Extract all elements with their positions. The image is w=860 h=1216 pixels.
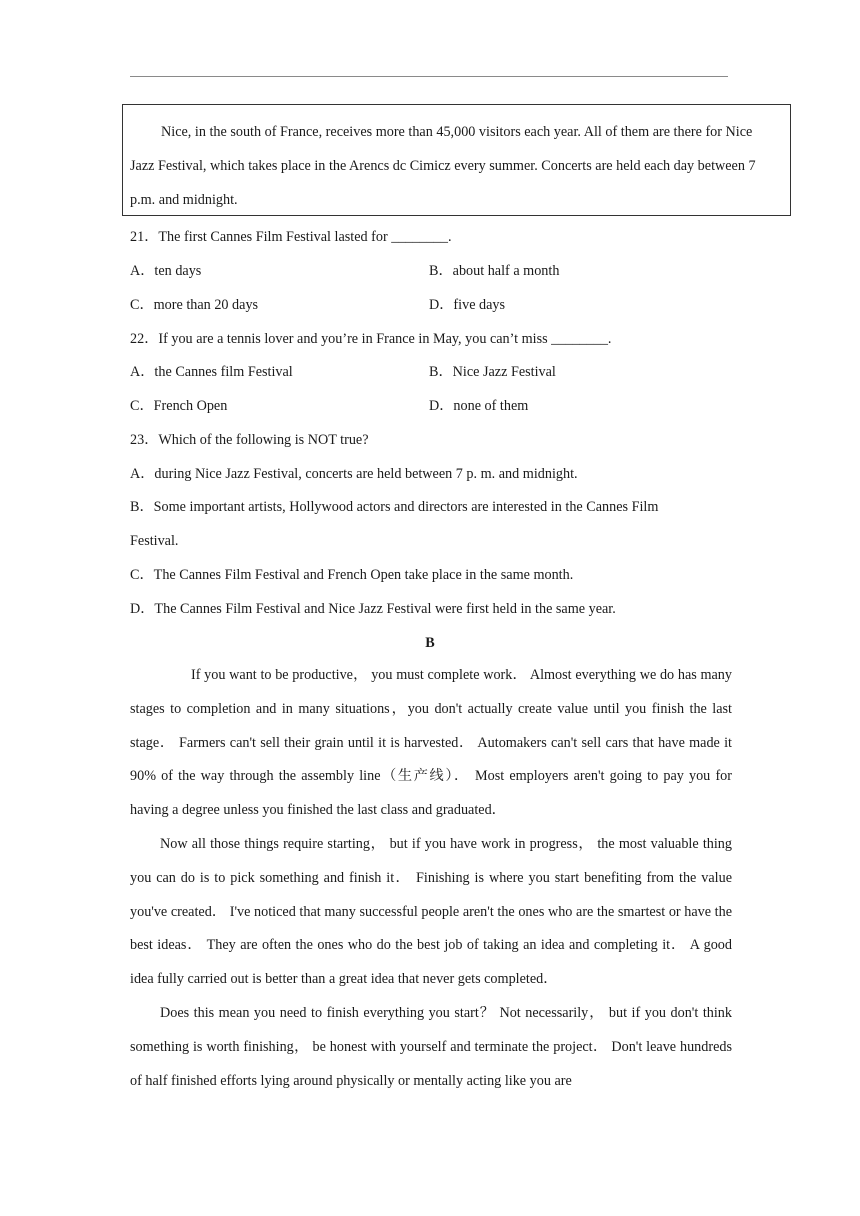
q22-option-c: C．French Open — [130, 398, 228, 414]
q22-option-d: D．none of them — [429, 398, 529, 414]
header-rule — [130, 76, 728, 77]
paragraph-1: If you want to be productive， you must complete work． Almost everything we do has many stages to completion and in many situations，you don't actually create value until you finish the last stage． Farmers can't sell their grain until it is harvested． Automakers can't sell cars that have made it 90% of the way through the assembly line（生产线）． Most employers aren't going to pay you for having a degree unless you finished the last class and graduated． — [130, 667, 732, 819]
q21-option-c: C．more than 20 days — [130, 297, 259, 313]
q21-option-a: A．ten days — [130, 263, 202, 279]
question-23-stem: 23．Which of the following is NOT true? — [130, 432, 369, 448]
paragraph-3: Does this mean you need to finish everything you start？ Not necessarily， but if you don't think something is worth finishing， be honest with yourself and terminate the project． Don't leave hundreds of half finished efforts lying around physically or mentally acting like you are — [130, 1005, 732, 1089]
paragraph-2: Now all those things require starting， but if you have work in progress， the most valuable thing you can do is to pick something and finish it． Finishing is where you start benefiting from the value you've created． I've noticed that many successful people aren't the ones who are the smartest or have the best ideas． They are often the ones who do the best job of taking an idea and completing it． A good idea fully carried out is better than a great idea that never gets completed． — [130, 836, 732, 988]
passage-a-text: Nice, in the south of France, receives more than 45,000 visitors each year. All of them are there for Nice Jazz Festival, which takes place in the Arencs dc Cimicz every summer. Concerts are held each day between 7 p.m. and midnight. — [130, 124, 756, 208]
passage-box — [122, 104, 791, 216]
section-heading: B — [425, 635, 435, 651]
q23-option-b-cont: Festival. — [130, 533, 179, 549]
q23-option-a: A．during Nice Jazz Festival, concerts are held between 7 p. m. and midnight. — [130, 466, 578, 482]
question-21-stem: 21．The first Cannes Film Festival lasted for ________. — [130, 229, 452, 245]
q21-option-d: D．five days — [429, 297, 506, 313]
q22-option-b: B．Nice Jazz Festival — [429, 364, 556, 380]
q23-option-d: D．The Cannes Film Festival and Nice Jazz Festival were first held in the same year. — [130, 601, 616, 617]
q23-option-c: C．The Cannes Film Festival and French Open take place in the same month. — [130, 567, 574, 583]
q23-option-b: B．Some important artists, Hollywood actors and directors are interested in the Cannes Film — [130, 499, 659, 515]
question-22-stem: 22．If you are a tennis lover and you’re in France in May, you can’t miss ________. — [130, 331, 612, 347]
q22-option-a: A．the Cannes film Festival — [130, 364, 293, 380]
q21-option-b: B．about half a month — [429, 263, 560, 279]
